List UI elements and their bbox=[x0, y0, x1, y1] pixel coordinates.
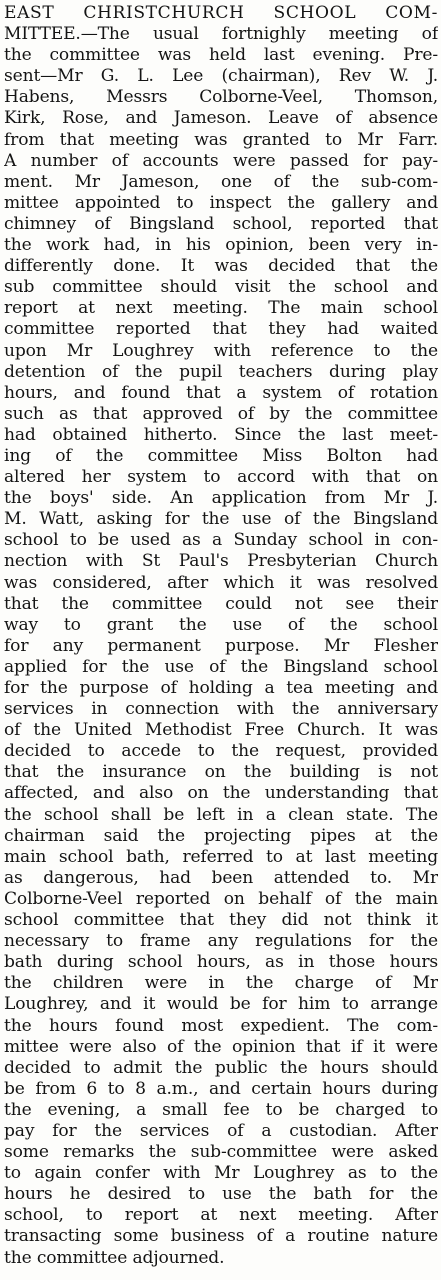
article-line: school to be used as a Sunday school in con- bbox=[4, 530, 438, 551]
article-line: bath during school hours, as in those hours bbox=[4, 952, 438, 973]
article-line: services in connection with the anniversary bbox=[4, 699, 438, 720]
article-line: school committee that they did not think it bbox=[4, 910, 438, 931]
article-line: decided to admit the public the hours should bbox=[4, 1057, 438, 1078]
article-line: the children were in the charge of Mr bbox=[4, 973, 438, 994]
article-line: some remarks the sub-committee were asked bbox=[4, 1142, 438, 1163]
article-line: pay for the services of a custodian. After bbox=[4, 1120, 438, 1141]
article-line: that the insurance on the building is not bbox=[4, 762, 438, 783]
article-line: committee reported that they had waited bbox=[4, 319, 438, 340]
article-line: A number of accounts were passed for pay- bbox=[4, 150, 438, 171]
article-line: was considered, after which it was resolved bbox=[4, 572, 438, 593]
article-line: the committee was held last evening. Pre- bbox=[4, 45, 438, 66]
article-line: applied for the use of the Bingsland school bbox=[4, 656, 438, 677]
article-line: M. Watt, asking for the use of the Bingsland bbox=[4, 509, 438, 530]
article-line: main school bath, referred to at last meeting bbox=[4, 846, 438, 867]
article-line: chimney of Bingsland school, reported that bbox=[4, 213, 438, 234]
article-line: transacting some business of a routine nature bbox=[4, 1226, 438, 1247]
article-line: mittee appointed to inspect the gallery and bbox=[4, 192, 438, 213]
article-line: report at next meeting. The main school bbox=[4, 298, 438, 319]
article-last-line: the committee adjourned. bbox=[4, 1247, 225, 1268]
article-line: school, to report at next meeting. After bbox=[4, 1205, 438, 1226]
article-line: decided to accede to the request, provided bbox=[4, 741, 438, 762]
article-line: that the committee could not see their bbox=[4, 593, 438, 614]
article-line: the school shall be left in a clean state. The bbox=[4, 804, 438, 825]
article-line: mittee were also of the opinion that if it were bbox=[4, 1036, 438, 1057]
article-line: chairman said the projecting pipes at the bbox=[4, 825, 438, 846]
article-line: Kirk, Rose, and Jameson. Leave of absence bbox=[4, 108, 438, 129]
article-line: as dangerous, had been attended to. Mr bbox=[4, 867, 438, 888]
article-line: for the purpose of holding a tea meeting and bbox=[4, 678, 438, 698]
article-line: the boys' side. An application from Mr J. bbox=[4, 488, 438, 509]
article-line: hours, and found that a system of rotation bbox=[4, 382, 438, 403]
article-line: Habens, Messrs Colborne-Veel, Thomson, bbox=[4, 87, 438, 108]
article-line: of the United Methodist Free Church. It was bbox=[4, 720, 438, 741]
article-line: from that meeting was granted to Mr Farr. bbox=[4, 129, 438, 150]
article-line: way to grant the use of the school bbox=[4, 614, 438, 635]
article-line: such as that approved of by the committee bbox=[4, 403, 438, 424]
article-line: necessary to frame any regulations for the bbox=[4, 931, 438, 952]
article-line: be from 6 to 8 a.m., and certain hours during bbox=[4, 1078, 438, 1099]
article-line: ment. Mr Jameson, one of the sub-com- bbox=[4, 171, 438, 192]
article-line: affected, and also on the understanding that bbox=[4, 783, 438, 804]
article-line: the evening, a small fee to be charged to bbox=[4, 1099, 438, 1120]
article-line: upon Mr Loughrey with reference to the bbox=[4, 340, 438, 361]
article-headline-line: EAST CHRISTCHURCH SCHOOL COM- bbox=[4, 3, 438, 23]
article-line: the hours found most expedient. The com- bbox=[4, 1015, 438, 1036]
article-line: differently done. It was decided that the bbox=[4, 256, 438, 277]
article-line: MITTEE.—The usual fortnighly meeting of bbox=[4, 24, 438, 45]
article-line: nection with St Paul's Presbyterian Church bbox=[4, 551, 438, 572]
article-line: had obtained hitherto. Since the last meet- bbox=[4, 424, 438, 445]
article-line: hours he desired to use the bath for the bbox=[4, 1184, 438, 1205]
article-line: ing of the committee Miss Bolton had bbox=[4, 445, 438, 466]
article-line: Colborne-Veel reported on behalf of the main bbox=[4, 888, 438, 909]
article-line: sent—Mr G. L. Lee (chairman), Rev W. J. bbox=[4, 66, 438, 87]
article-line: detention of the pupil teachers during play bbox=[4, 361, 438, 382]
article-line: Loughrey, and it would be for him to arrange bbox=[4, 994, 438, 1015]
article-line: for any permanent purpose. Mr Flesher bbox=[4, 635, 438, 656]
article-line: altered her system to accord with that on bbox=[4, 467, 438, 488]
article-line: to again confer with Mr Loughrey as to the bbox=[4, 1163, 438, 1184]
article-body bbox=[4, 3, 438, 1269]
article-line: sub committee should visit the school and bbox=[4, 277, 438, 298]
article-line: the work had, in his opinion, been very in- bbox=[4, 235, 438, 256]
